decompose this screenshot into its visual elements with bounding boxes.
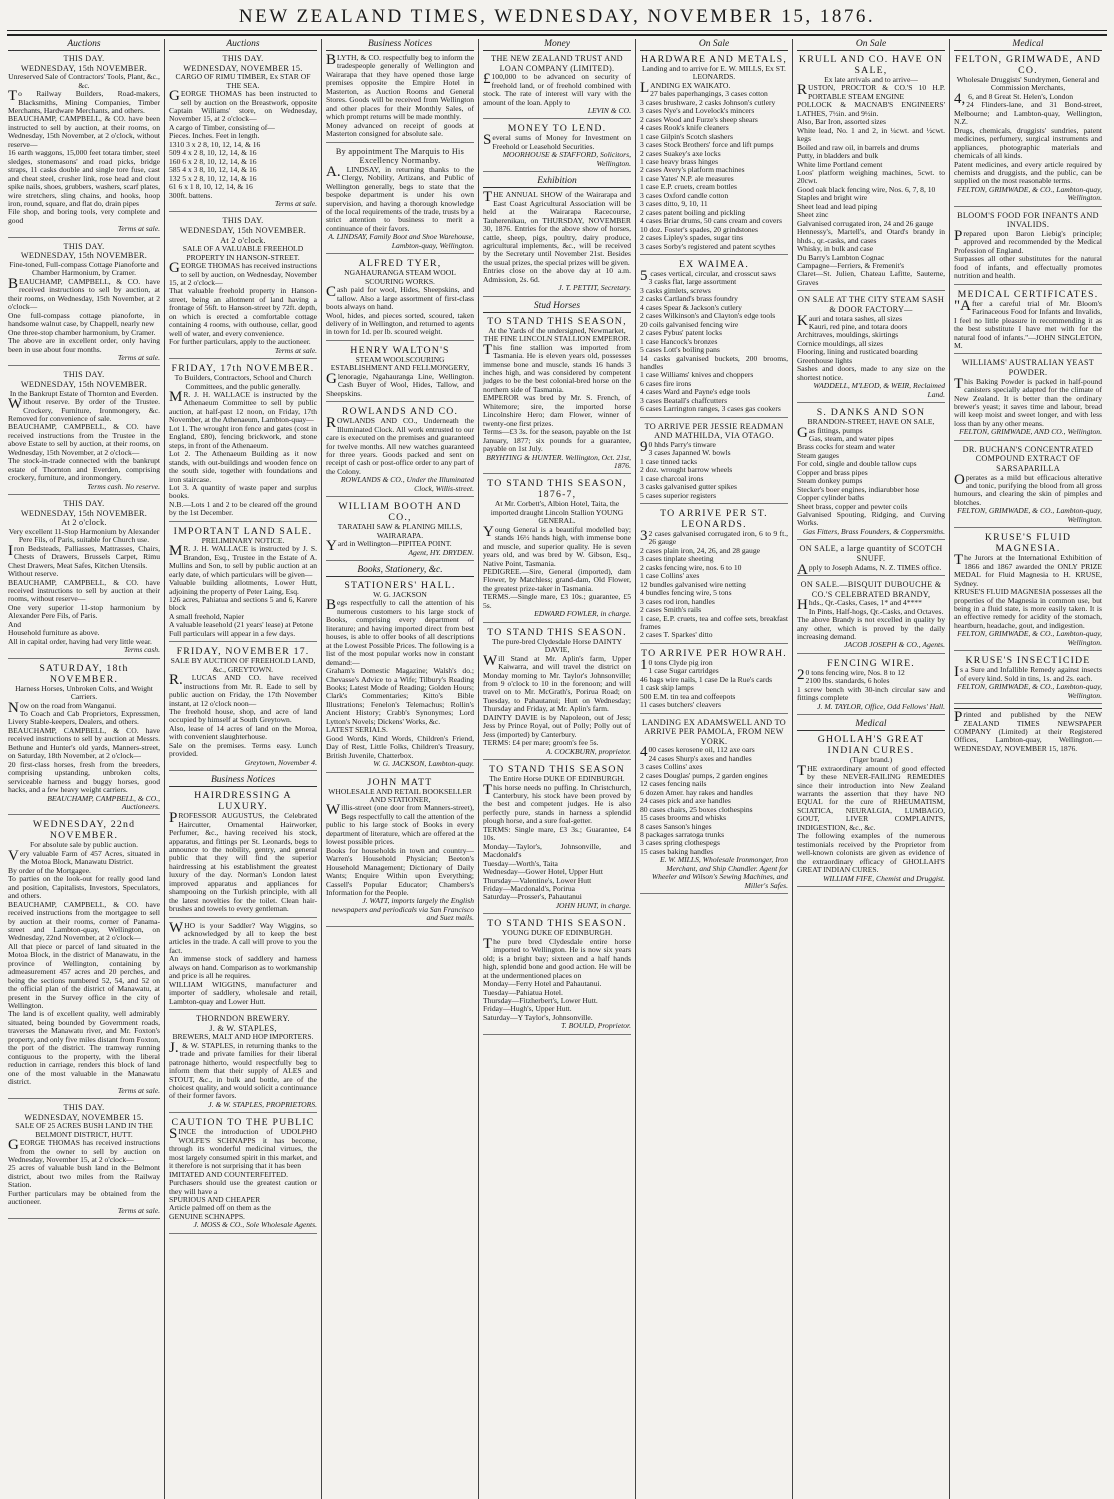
ad-signature: FELTON, GRIMWADE, & CO., Lambton-quay, Wellington.	[957, 506, 1104, 524]
advertisement	[8, 499, 160, 659]
ad-body: BLYTH, & CO. respectfully beg to inform the tradespeople generally of Wellington and Wairarapa that they have opened those large premises opposite the Empire Hotel in Masterton, as Auction Rooms and General Stores. Goods will be received from Wellington and other places for their Monthly Sales, of which prompt returns will be made monthly. Money advanced on receipt of goods at Masterton consigned for absolute sale.	[326, 52, 474, 139]
advertisement	[954, 54, 1105, 207]
ad-body: SINCE the introduction of UDOLPHO WOLFE'S SCHNAPPS it has become, through its wonderful medicinal virtues, the most largely consumed spirit in this market, and it therefore is not surprising that it has been IMITATED AND COUNTERFEITED. Purchasers should use the greatest caution or they will have a SPURIOUS AND CHEAPER Article palmed off on them as the GENUINE SCHNAPPS.	[169, 1126, 317, 1221]
ad-body: THE extraordinary amount of good effected by these NEVER-FAILING REMEDIES since their introduction into New Zealand warrants the assertion that they have NO EQUAL for the cure of RHEUMATISM, SCIATICA, NEURALGIA, LUMBAGO, GOUT, LIVER COMPLAINTS, INDIGESTION, &c., &c. The following examples of the numerous testimonials received by the Proprietor from well-known colonists are given as evidence of the extraordinary efficacy of GHOLLAH'S GREAT INDIAN CURES.	[797, 762, 945, 875]
ad-subheading: The Entire Horse DUKE OF EDINBURGH.	[489, 774, 625, 784]
ad-heading: WILLIAM BOOTH AND CO.,	[338, 501, 466, 524]
ad-subheading: Very excellent 11-Stop Harmonium by Alexander Pere Fils, of Paris, suitable for Church use.	[8, 526, 162, 545]
ad-body: Apply to Joseph Adams, N. Z. TIMES office.	[797, 561, 942, 578]
ad-body: 5 cases vertical, circular, and crosscut saws 3 casks flat, large assortment 3 casks gimlets, screws 2 casks Cartland's brass foundry 4 cases Spear & Jackson's cutlery 2 cases Wilkinson's and Clayton's edge tools 20 coils galvanised fencing wire 2 cases Pybus' patent locks 1 case Hancock's bronzes 5 cases Lott's boiling pans 14 casks galvanised buckets, 200 brooms, handles 1 case Williams' knives and choppers 6 cases fire irons 4 cases Ward and Payne's edge tools 3 cases Beatall's chaffcutters 6 cases Larrington ranges, 3 cases gas cookers	[640, 267, 788, 414]
ad-body: 4, 6, and 8 Great St. Helen's, London 24 Flinders-lane, and 31 Bond-street, Melbourne; and Lambton-quay, Wellington, N.Z. Drugs, chemicals, druggists' sundries, patent medicines, perfumery, surgical instruments and appliances, photographic materials and chemicals of all kinds. Patent medicines, and every article required by chemists and druggists, and the public, can be supplied on the most reasonable terms.	[954, 90, 1102, 186]
ad-body: GEORGE THOMAS has received instructions from the owner to sell by auction on Wednesday, November 15, at 2 o'clock— 25 acres of valuable bush land in the Belmont district, about two miles from the Railway Station. Further particulars may be obtained from the auctioneer.	[8, 1137, 160, 1207]
ad-heading: HAIRDRESSING A LUXURY.	[194, 790, 296, 813]
advertisement	[797, 658, 945, 715]
ad-heading: THIS DAY. WEDNESDAY, 15th NOVEMBER.	[20, 54, 148, 73]
ad-heading: ALFRED TYER,	[358, 258, 442, 270]
ad-heading: WEDNESDAY, 22nd NOVEMBER.	[32, 819, 139, 842]
ad-subheading: SALE BY AUCTION OF FREEHOLD LAND, &c., GREYTOWN.	[170, 656, 318, 674]
ad-subheading: W. G. JACKSON	[373, 590, 427, 600]
ad-body: RUSTON, PROCTOR & CO.'S 10 H.P. PORTABLE STEAM ENGINE POLLOCK & MACNAB'S ENGINEERS' LATHES, 7½in. and 9½in. Also, Bar Iron, assorted sizes White lead, No. 1 and 2, in ¼cwt. and ½cwt. kegs Boiled and raw oil, in barrels and drums Putty, in bladders and bulk White lime Portland cement Loos' platform weighing machines, 5cwt. to 20cwt. Good oak black fencing wire, Nos. 6, 7, 8, 10 Staples and bright wire Sheet lead and lead piping Sheet zinc Galvanised corrugated iron, 24 and 26 gauge Hennessy's, Martell's, and Otard's brandy in hhds., qr.-casks, and cases Whisky, in bulk and case Du Barry's Lambton Cognac Campagne—Ferriers, & Fremenit's Claret—St. Julien, Chateau Lafitte, Sauterne, Graves	[797, 82, 945, 287]
section-heading: Auctions	[169, 39, 317, 51]
section-heading: Medical	[954, 39, 1102, 51]
ad-body: THE ANNUAL SHOW of the Wairarapa and East Coast Agricultural Association will be held at the Wairarapa Racecourse, Tauherenikau, on THURSDAY, NOVEMBER 30, 1876. Entries for the above show of horses, cattle, sheep, pigs, poultry, dairy produce, agricultural implements, &c., will be received by the Secretary until November 21st. Besides the usual prizes, the special prizes will be given. Entries close on the above day at 10 a.m. Admission, 2s. 6d.	[483, 189, 631, 284]
ad-heading: MEDICAL CERTIFICATES.	[957, 288, 1099, 300]
ad-signature: Greytown, November 4.	[244, 757, 317, 767]
ad-subheading: To Builders, Contractors, School and Church Committees, and the public generally.	[174, 373, 314, 391]
column-1	[7, 39, 164, 1499]
section-heading: Business Notices	[169, 775, 317, 787]
ad-subheading: NGAHAURANGA STEAM WOOL SCOURING WORKS.	[344, 268, 458, 286]
column-3	[321, 39, 478, 1499]
ad-signature: J. WATT, imports largely the English newspapers and periodicals via San Francisco and Suez mails.	[331, 896, 476, 923]
ad-signature: FELTON, GRIMWADE, & CO., Lambton-quay, Wellington.	[957, 682, 1104, 700]
ad-subheading: Ex late arrivals and to arrive—	[824, 75, 918, 84]
ad-signature: A. LINDSAY, Family Boot and Shoe Warehouse, Lambton-quay, Wellington.	[328, 232, 476, 250]
ad-signature: Terms at sale.	[117, 352, 160, 362]
ad-body: R. LUCAS AND CO. have received instructions from Mr. R. Eade to sell by public auction on Friday, the 17th November instant, at 12 o'clock noon— The freehold house, shop, and acre of land occupied by himself at South Greytown. Also, lease of 14 acres of land on the Moroa, with convenient slaughterhouse. Sale on the premises. Terms easy. Lunch provided.	[169, 672, 317, 759]
advertisement	[954, 532, 1102, 651]
ad-signature: T. BOULD, Proprietor.	[561, 1021, 631, 1031]
ad-signature: Terms at sale.	[117, 224, 160, 234]
advertisement	[169, 919, 317, 1011]
ad-signature: Gas Fitters, Brass Founders, & Coppersmiths.	[802, 526, 945, 536]
advertisement	[483, 316, 631, 475]
ad-subheading: WHOLESALE AND RETAIL BOOKSELLER AND STATIONER,	[328, 786, 474, 804]
ad-subheading: Landing and to arrive for E. W. MILLS, Ex ST. LEONARDS.	[642, 64, 788, 82]
ad-body: Young General is a beautiful modelled bay; stands 16½ hands high, with immense bone and muscle, and superior quality. He is seven years old, and was bred by W. Gibson, Esq., Native Point, Tasmania. PEDIGREE.—Sire, General (imported), dam Flower, by Matchless; grand-dam, Old Flower, the greatest prize-taker in Tasmania. TERMS.—Single mare, £3 10s.; guarantee, £5 5s.	[483, 523, 631, 610]
advertisement	[326, 406, 474, 497]
ad-body: LANDING EX WAIKATO. 27 bales paperhangings, 3 cases cotton 3 cases brushware, 2 casks Johnson's cutlery 3 cases Nye's and Lovelock's mincers 2 cases Wood and Furze's sheep shears 4 cases Rook's knife cleaners 1 case Gilpin's Scotch slashers 3 cases Stock Brothers' force and lift pumps 2 cases Suakey's axe locks 1 case heavy brass hinges 2 cases Avery's platform machines 1 case Yates' N.P. ale measures 1 case E.P. cruets, cream bottles 3 cases Oxford candle cotton 3 cases ditto, 9, 10, 11 2 cases patent boiling and pickling 4 cases Briar drums, 50 cans cream and covers 10 doz. Foster's spades, 20 grindstones 2 cases Lipley's spades, sugar tins 3 cases Sorby's registered and patent scythes	[640, 79, 782, 251]
ad-heading: LANDING EX ADAMSWELL AND TO ARRIVE PER PAMOLA, FROM NEW YORK.	[642, 717, 788, 746]
ad-heading: TO ARRIVE PER HOWRAH.	[641, 647, 787, 659]
ad-body: Is a Sure and Infallible Remedy against insects of every kind. Sold in tins, 1s. and 2s. each.	[954, 664, 1104, 683]
ad-signature: J. & W. STAPLES, PROPRIETORS.	[208, 1099, 317, 1109]
ad-body: 10 tons Clyde pig iron 1 case Sugar cartridges 46 bags wire nails, 1 case De la Rue's cards 1 cask skip lamps 500 E.M. tin tea and coffeepots 11 cases butchers' cleavers	[640, 656, 773, 710]
ad-signature: FELTON, GRIMWADE, & CO., Lambton-quay, Wellington.	[957, 629, 1104, 647]
section-heading: Exhibition	[483, 176, 631, 188]
ad-signature: MOORHOUSE & STAFFORD, Solicitors, Wellington.	[502, 150, 633, 168]
ad-heading: TO STAND THIS SEASON	[489, 764, 625, 776]
advertisement	[797, 580, 945, 654]
ad-body: WHO is your Saddler? Way Wiggins, so acknowledged by all to keep the best articles in the trade. A call will prove to you the fact. An immense stock of saddlery and harness always on hand. Comparison as to workmanship and price is all he requires. WILLIAM WIGGINS, manufacturer and importer of saddlery, wholesale and retail, Lambton-quay and Lower Hutt.	[169, 919, 317, 1006]
ad-heading: TO STAND THIS SEASON,	[487, 315, 627, 327]
ad-subheading: STEAM WOOLSCOURING ESTABLISHMENT AND FELLMONGERY,	[330, 354, 470, 373]
advertisement	[326, 258, 474, 341]
ad-signature: J. MOSS & CO., Sole Wholesale Agents.	[193, 1220, 317, 1230]
ad-signature: Terms at sale.	[274, 345, 317, 355]
ad-body: MR. J. H. WALLACE is instructed by the Athenaeum Committee to sell by public auction, at half-past 12 noon, on Friday, 17th November, at the Athenaeum, Lambton-quay— Lot 1. The wrought iron fence and gates (cost in England, £80), fencing brickwork, and stone steps, in front of the Athenaeum. Lot 2. The Athenaeum Building as it now stands, with out-buildings and wooden fence on the south side, together with foundations and iron staircase. Lot 3. A quantity of waste paper and surplus books. N.B.—Lots 1 and 2 to be cleared off the ground by the 1st December.	[169, 389, 317, 518]
ad-body: Several sums of Money for Investment on Freehold or Leasehold Securities.	[483, 132, 633, 151]
ad-heading: KRULL AND CO. HAVE ON SALE,	[798, 54, 947, 76]
section-heading: Business Notices	[326, 39, 474, 51]
ad-heading: FRIDAY, 17th NOVEMBER.	[171, 363, 315, 375]
column-5	[635, 39, 792, 1499]
ad-heading: By appointment The Marquis to His Excellency Normanby.	[335, 146, 467, 166]
ad-subheading: At Mr. Corbett's, Albion Hotel, Taita, the imported draught Lincoln Stallion YOUNG GENERAL.	[490, 499, 626, 526]
ad-body: PROFESSOR AUGUSTUS, the Celebrated Haircutter, Ornamental Hairworker, Perfumer, &c., having received his stock, apparatus, and fittings per St. Leonards, begs to announce to the nobility, gentry, and general public that they will find the superior hairdressing at his establishment the greatest luxury of the day. Norman's London latest improved apparatus and appliances for shampooing on the Turkish principle, with all the latest novelties for the toilet. Clean hair-brushes and towels to every gentleman.	[169, 810, 319, 914]
ad-heading: TO STAND THIS SEASON.	[487, 918, 627, 930]
ad-signature: WILLIAM FIFE, Chemist and Druggist.	[823, 873, 945, 883]
ad-body: Willis-street (one door from Manners-street), Begs respectfully to call the attention of the public to his large stock of Books in every department of literature, which are offered at the lowest possible prices. Books for households in town and country—Warren's Household Physician; Beeton's Household Management; Dictionary of Daily Wants; Enquire Within upon Everything; Cassell's Popular Educator; Chambers's Information for the People.	[326, 802, 474, 897]
ad-body: GEORGE THOMAS has received instructions to sell by auction, on Wednesday, November 15, at 2 o'clock— That valuable freehold property in Hanson-street, being an allotment of land having a frontage of 56ft. to Hanson-street by 72ft. depth, on which is erected a comfortable cottage containing 4 rooms, with outhouse, cellar, good well of water, and every convenience. For further particulars, apply to the auctioneer.	[169, 260, 317, 347]
ad-body: To Railway Builders, Road-makers, Blacksmiths, Mining Companies, Timber Merchants, Hardware Merchants, and others. BEAUCHAMP, CAMPBELL, & CO. have been instructed to sell by auction, at their rooms, on Wednesday, 15th November, at 2 o'clock, without reserve— 16 earth waggons, 15,000 feet totara timber, steel sledges, stonemasons' and road picks, bridge straps, 11 casks double and single tore fuse, cast and cheat steel, crusher link, rose head and clout spike nails, shoes, grubbers, washers, scarf plates, wire stretchers, sling chains, and hooks, hoop iron, round, square, and flat do, drain pipes File shop, and boring tools, very complete and good	[8, 88, 160, 225]
advertisement	[169, 1014, 317, 1113]
ad-heading: BLOOM'S FOOD FOR INFANTS AND INVALIDS.	[957, 210, 1102, 230]
ad-subheading: At the Yards of the undersigned, Newmarket, THE FINE LINCOLN STALLION EMPEROR.	[483, 325, 631, 344]
ad-body: Without reserve. By order of the Trustee. Crockery, Furniture, Ironmongery, &c. Removed for convenience of sale. BEAUCHAMP, CAMPBELL, & CO. have received instructions from the Trustee in the above Estate to sell by auction, at their rooms, on Wednesday, 15th November, at 2 o'clock— The stock-in-trade connected with the bankrupt estate of Thornton and Everden, comprising crockery, furniture, and ironmongery.	[8, 396, 160, 483]
ad-body: Prepared upon Baron Liebig's principle; approved and recommended by the Medical Profession of England. Surpasses all other substitutes for the natural food of infants, and effectually promotes nutrition and health.	[954, 227, 1102, 281]
ad-signature: J. M. TAYLOR, Office, Odd Fellows' Hall.	[817, 701, 945, 711]
ad-heading: THIS DAY. WEDNESDAY, 15th NOVEMBER.	[20, 370, 148, 390]
imprint-rule	[954, 708, 1102, 709]
ad-body: 20 tons fencing wire, Nos. 8 to 12 2100 lbs. standards, 6 holes 1 screw bench with 30-inch circular saw and fittings complete	[797, 666, 945, 703]
ad-heading: KRUSE'S FLUID MAGNESIA.	[984, 532, 1075, 555]
ad-body: Very valuable Farm of 457 Acres, situated in the Motoa Block, Manawatu District. By order of the Mortgagee. To parties on the look-out for really good land and position, Capitalists, Investors, Speculators, and others. BEAUCHAMP, CAMPBELL, & CO. have received instructions from the mortgagee to sell by auction at their rooms, corner of Panama-street and Lambton-quay, Wellington, on Wednesday, 22nd November, at 2 o'clock— All that piece or parcel of land situated in the Motoa Block, in the district of Manawatu, in the province of Wellington, containing by admeasurement 457 acres and 20 perches, and being the sections numbered 52, 54, and 52 on the official plan of the district of Manawatu, at present in the Survey office in the city of Wellington. The land is of excellent quality, well admirably situated, being bounded by Government roads, traverses the Manawatu river, and Mr. Foxton's property, and only five miles distant from Foxton, the port of the district. The tramway running contiguous to the property, with the liberal reduction in carriage, renders this block of land one of the most valuable in the Manawatu district.	[8, 847, 160, 1087]
ad-body: The Jurors at the International Exhibition of 1866 and 1867 awarded the ONLY PRIZE MEDAL for Fluid Magnesia to H. KRUSE, Sydney. KRUSE'S FLUID MAGNESIA possesses all the properties of the Magnesia in common use, but being in a fluid state, is more easily taken. It is an effective remedy for acidity of the stomach, heartburn, headache, gout, and indigestion.	[954, 552, 1102, 630]
ad-heading: FENCING WIRE.	[827, 657, 915, 669]
column-7	[949, 39, 1106, 1499]
ad-heading: ROWLANDS AND CO.	[341, 406, 459, 418]
advertisement	[797, 54, 945, 291]
ad-body: 32 cases galvanised corrugated iron, 6 to 9 ft., 26 gauge 2 cases plain iron, 24, 26, and 28 gauge 3 cases tinplate sheeting 2 casks fencing wire, nos. 6 to 10 1 case Collins' axes 12 bundles galvanised wire netting 4 bundles fencing wire, 5 tons 3 cases rod iron, handles 2 cases Smith's rails 1 case, E.P. cruets, tea and coffee sets, breakfast frames 2 cases T. Sparkes' ditto	[640, 528, 788, 640]
ad-subheading: The pure-bred Clydesdale Horse DAINTY DAVIE,	[492, 636, 624, 655]
ad-heading: S. DANKS AND SON	[816, 407, 926, 419]
advertisement	[8, 819, 160, 1099]
ad-signature: Terms at sale.	[117, 1205, 160, 1215]
ad-body: Iron Bedsteads, Palliasses, Mattrasses, Chairs, Chests of Drawers, Brussels Carpet, Rimu Chest Drawers, Meat Safes, Kitchen Utensils. Without reserve. BEAUCHAMP, CAMPBELL, & CO. have received instructions to sell by auction at their rooms, without reserve— One very superior 11-stop harmonium by Alexander Pere Fils, of Paris. And Household furniture as above. All in capital order, having had very little wear.	[8, 542, 160, 646]
ad-body: J. & W. STAPLES, in returning thanks to the trade and private families for their liberal patronage hitherto, would respectfully beg to inform them that their supply of ALES and STOUT, &c., in bulk and bottle, are of the choicest quality, and would solicit a continuance of their former favors.	[169, 1039, 319, 1101]
advertisement	[483, 627, 631, 760]
column-2	[164, 39, 321, 1499]
ad-heading: THIS DAY. WEDNESDAY, 15th NOVEMBER. At 2 o'clock.	[179, 216, 307, 245]
ad-signature: J. T. PETTIT, Secretary.	[558, 283, 631, 293]
advertisement	[640, 422, 788, 504]
ad-heading: DR. BUCHAN'S CONCENTRATED COMPOUND EXTRACT OF SARSAPARILLA	[962, 444, 1096, 473]
advertisement	[483, 764, 631, 914]
ad-signature: WADDELL, M'LEOD, & WEIR, Reclaimed Land.	[813, 381, 947, 399]
advertisement	[169, 363, 317, 522]
ad-body: ROWLANDS AND CO., Underneath the Illuminated Clock. All work entrusted to our care is executed on the premises and guaranteed for twelve months. All new watches guaranteed for three years. Goods packed and sent on receipt of cash or post-office order to any part of the Colony.	[326, 415, 476, 476]
section-heading: Auctions	[8, 39, 160, 51]
ad-body: This fine stallion was imported from Tasmania. He is eleven years old, possesses immense bone and muscle, stands 16 hands 3 inches high, and was considered by competent judges to be the best colonial-bred horse on the northern side of Tasmania. EMPEROR was bred by Mr. S. French, of Whitemore; sire, the imported horse Lincolnshire Hero; dam Flower, winner of twenty-one first prizes. Terms—£3 3s. for the season, payable on the 1st January, 1877; six pounds for a guarantee, payable on 1st July.	[483, 341, 631, 454]
ad-subheading: (Tiger brand.)	[849, 755, 893, 765]
ad-heading: TO ARRIVE PER JESSIE READMAN AND MATHILDA, VIA OTAGO.	[644, 421, 786, 441]
ad-body: "After a careful trial of Mr. Bloom's Farinaceous Food for Infants and Invalids, I feel no little pleasure in recommending it as the best substitute I have met with for the natural food of infants."—JOHN SINGLETON, M.	[954, 297, 1104, 350]
column-6	[792, 39, 949, 1499]
section-heading: Money	[483, 39, 631, 51]
advertisement	[483, 123, 631, 172]
ad-body: Begs respectfully to call the attention of his numerous customers to his large stock of Books, comprising every department of literature; and having imported direct from best houses, is able to offer books of all descriptions at the Lowest Possible Prices. The following is a list of the most popular works now in constant demand:— Graham's Domestic Magazine; Walsh's do.; Chevasse's Advice to a Wife; Tilbury's Reading Books; Latest Mode of Reading; Golden Hours; Clark's Commentaries; Kitto's Bible Illustrations; Fenelon's Telemachus; Rollin's Ancient History; Crabb's Synonymes; Lord Lytton's Novels; Dickens' Works, &c. LATEST SERIALS. Good Words, Kind Words, Children's Friend, Day of Rest, Little Folks, Children's Treasury, British Juvenile, Chatterbox.	[326, 597, 474, 760]
ad-subheading: BREWERS, MALT AND HOP IMPORTERS.	[172, 1032, 314, 1042]
ad-signature: Terms at sale.	[274, 198, 317, 208]
advertisement	[169, 216, 317, 359]
ad-heading: SATURDAY, 18th NOVEMBER.	[39, 662, 133, 685]
ad-heading: HENRY WALTON'S	[350, 344, 450, 356]
ad-heading: HARDWARE AND METALS,	[641, 54, 787, 65]
advertisement	[169, 54, 317, 212]
ad-signature: Agent, HY. DRYDEN.	[408, 547, 474, 557]
ad-subheading: SALE OF 25 ACRES BUSH LAND IN THE BELMONT DISTRICT, HUTT.	[15, 1121, 155, 1139]
advertisement	[326, 345, 474, 402]
ad-body: Operates as a mild but efficacious alterative and tonic, purifying the blood from all gross humours, and clearing the skin of pimples and blotches.	[954, 471, 1104, 507]
ad-body: Will Stand at Mr. Aplin's farm, Upper Kaiwarra, and will travel the district on Monday morning to Mr. Taylor's Johnsonville; from 9 o'clock to 10 in the forenoon; and will travel on to Mr. McGrath's, Porirua Road; on Tuesday, to Pahautanui; Hutt on Wednesday; Thursday and Friday, at Mr. Aplin's farm. DAINTY DAVIE is by Napoleon, out of Jess; Jess by Prince Royal, out of Polly; Polly out of Jess (imported) by Canterbury. TERMS: £4 per mare; groom's fee 5s.	[483, 652, 631, 748]
advertisement	[483, 918, 631, 1034]
advertisement	[640, 54, 788, 255]
ad-body: The pure bred Clydesdale entire horse imported to Wellington. He is now six years old; is a bright bay; sixteen and a half hands high, splendid bone and good action. He will be at the undermentioned places on Monday—Ferry Hotel and Pahautanui. Tuesday—Pahiatua Hotel. Thursday—Fitzherbert's, Lower Hutt. Friday—Hugh's, Upper Hutt. Saturday—Y Taylor's, Johnsonville.	[483, 935, 631, 1022]
ad-subheading: PRELIMINARY NOTICE.	[201, 535, 285, 545]
ad-body: Yard in Wellington—PIPITEA POINT.	[326, 538, 452, 555]
ad-signature: ROWLANDS & CO., Under the Illuminated Clock, Willis-street.	[340, 475, 476, 493]
ad-body: BEAUCHAMP, CAMPBELL, & CO. have received instructions to sell by auction, at their rooms, on Wednesday, 15th November, at 2 o'clock— One full-compass cottage pianoforte, in handsome walnut case, by Chappell, nearly new One three-stop chamber harmonium, by Cramer. The above are in excellent order, only having been in use about four months.	[8, 275, 160, 354]
ad-body: MR. J. H. WALLACE is instructed by J. S. Brandon, Esq., Trustee in the Estate of A. Mullins and Son, to sell by public auction at an early date, of which particulars will be given— Valuable building allotments, Lower Hutt, adjoining the property of Peter Laing, Esq. 126 acres, Pahiatua and sections 5 and 6, Karere block A small freehold, Napier A valuable leasehold (21 years' lease) at Petone Full particulars will appear in a few days.	[169, 543, 317, 638]
advertisement	[640, 259, 788, 418]
advertisement	[8, 54, 160, 238]
ad-body: Kauri and totara sashes, all sizes Kauri, red pine, and totara doors Architraves, mouldings, skirtings Cornice mouldings, all sizes Flooring, lining and rusticated boarding Greenhouse lights Sashes and doors, made to any size on the shortest notice.	[797, 312, 945, 382]
ad-heading: TO STAND THIS SEASON.	[487, 626, 627, 638]
ad-heading: KRUSE'S INSECTICIDE	[965, 655, 1091, 667]
ad-body: Glenoragie, Ngahauranga Line, Wellington. Cash Buyer of Wool, Hides, Tallow, and Sheepskins.	[326, 370, 476, 398]
ad-subheading: Wholesale Druggists' Sundrymen, General and Commission Merchants,	[956, 75, 1102, 93]
advertisement	[797, 734, 945, 887]
ad-signature: BEAUCHAMP, CAMPBELL, & CO., Auctioneers.	[47, 793, 162, 811]
ad-signature: Terms cash. No reserve.	[87, 481, 160, 491]
advertisement	[169, 526, 317, 642]
advertisement	[640, 718, 788, 894]
ad-subheading: Unreserved Sale of Contractors' Tools, Plant, &c., &c.	[8, 72, 162, 90]
advertisement	[640, 508, 788, 644]
ad-heading: IMPORTANT LAND SALE.	[173, 525, 313, 537]
ad-heading: ON SALE, a large quantity of SCOTCH SNUFF.	[799, 544, 945, 563]
advertisement	[169, 646, 317, 771]
ad-body: Gas fittings, pumps Gas, steam, and water pipes Brass cocks for steam and water Steam gauges For cold, single and double tallow cups Copper and brass pipes Steam donkey pumps Stecker's boer engines, indiarubber hose Copper cylinder baths Sheet brass, copper and pewter coils Galvanised Spouting, Ridging, and Curving Works.	[797, 424, 945, 528]
advertisement	[954, 358, 1102, 440]
advertisement	[169, 1117, 317, 1233]
ad-subheading: Harness Horses, Unbroken Colts, and Weight Carriers.	[15, 683, 155, 702]
ad-heading: JOHN MATT	[367, 776, 433, 788]
section-heading: On Sale	[640, 39, 788, 51]
ad-heading: CAUTION TO THE PUBLIC	[171, 1117, 315, 1129]
ad-signature: W. G. JACKSON, Lambton-quay.	[373, 759, 474, 769]
ad-heading: TO ARRIVE PER ST. LEONARDS.	[660, 508, 772, 531]
ad-body: Now on the road from Wanganui. To Coach and Cab Proprietors, Expressmen, Livery Stable-keepers, Dealers, and others. BEAUCHAMP, CAMPBELL, & CO. have received instructions to sell by auction at Messrs. Bethune and Hunter's old yards, Manners-street, on Saturday, 18th November, at 2 o'clock— 20 first-class horses, fresh from the breeders, comprising upstanding, unbroken colts, serviceable harness and buggy horses, good hacks, and a few heavy weight carriers.	[8, 699, 160, 795]
section-heading: Stud Horses	[483, 301, 631, 313]
advertisement	[954, 445, 1102, 529]
advertisement	[8, 370, 160, 495]
section-heading: On Sale	[797, 39, 945, 51]
ad-signature: BRYHTING & HUNTER. Wellington, Oct. 21st, 1876.	[486, 452, 633, 470]
ad-heading: GHOLLAH'S GREAT INDIAN CURES.	[817, 734, 928, 757]
advertisement	[326, 147, 474, 255]
column-4	[478, 39, 635, 1499]
ad-subheading: YOUNG DUKE OF EDINBURGH.	[501, 928, 613, 938]
advertisement	[797, 407, 945, 540]
ad-body: 90 hhds Parry's tinware 3 cases Japanned W. bowls 1 case tinned tacks 2 doz. wrought barrow wheels 1 case charcoal irons 3 casks galvanised gutter spikes 5 cases superior registers	[640, 438, 738, 500]
ad-heading: STATIONERS' HALL.	[344, 580, 456, 592]
imprint: Printed and published by the NEW ZEALAND TIMES NEWSPAPER COMPANY (Limited) at their Registered Offices, Lambton-quay, Wellington.—WEDNESDAY, NOVEMBER 15, 1876.	[954, 709, 1104, 753]
advertisement	[326, 501, 474, 561]
ad-heading: THE NEW ZEALAND TRUST AND LOAN COMPANY (LIMITED).	[491, 54, 626, 73]
ad-heading: TO STAND THIS SEASON, 1876-7,	[487, 478, 631, 501]
ad-heading: FELTON, GRIMWADE, AND CO.	[954, 54, 1105, 76]
ad-signature: Terms at sale.	[117, 1085, 160, 1095]
ad-signature: JOHN HUNT, in charge.	[555, 900, 631, 910]
ad-body: This horse needs no puffing. In Christchurch, Canterbury, his stock have been proved by the best and competent judges. He is also perfectly pure, stands in harness a splendid plough horse, and a sure foal-getter. TERMS: Single mare, £3 3s.; Guarantee, £4 10s. Monday—Taylor's, Johnsonville, and Macdonald's Tuesday—Worth's, Taita Wednesday—Gower Hotel, Upper Hutt Thursday—Valentine's, Lower Hutt Friday—Macdonald's, Porirua Saturday—Prosser's, Pahautanui	[483, 781, 631, 902]
ad-signature: FELTON, GRIMWADE, AND CO., Wellington.	[959, 427, 1102, 437]
ad-body: This Baking Powder is packed in half-pound canisters specially adapted for the climate of New Zealand. It is better than the ordinary brewer's yeast; it saves time and labour, bread will keep moist and sweet longer, and with less loss than by any other means.	[954, 375, 1104, 428]
ad-signature: LEVIN & CO.	[587, 106, 631, 115]
ad-signature: A. COCKBURN, proprietor.	[545, 746, 631, 756]
advertisement	[483, 191, 631, 296]
ad-heading: THIS DAY. WEDNESDAY, 15th NOVEMBER. At 2 o'clock.	[20, 499, 148, 528]
ad-subheading: TARATAHI SAW & PLANING MILLS, WAIRARAPA.	[337, 522, 464, 540]
section-heading: Books, Stationery, &c.	[326, 565, 474, 577]
advertisement	[326, 580, 474, 773]
advertisement	[797, 544, 945, 576]
advertisement	[483, 478, 631, 622]
advertisement	[326, 54, 474, 143]
advertisement	[326, 777, 474, 927]
ad-heading: MONEY TO LEND.	[507, 123, 607, 135]
ad-subheading: For absolute sale by public auction.	[30, 840, 138, 850]
advertisement	[954, 211, 1102, 285]
ad-heading: EX WAIMEA.	[678, 258, 750, 270]
ad-heading: THORNDON BREWERY. J. & W. STAPLES,	[196, 1014, 290, 1033]
columns-container	[7, 39, 1107, 1499]
ad-body: £100,000 to be advanced on security of freehold land, or of freehold combined with stock. The rate of interest will vary with the amount of the loan. Apply to	[483, 71, 633, 107]
masthead: NEW ZEALAND TIMES, WEDNESDAY, NOVEMBER 15, 1876.	[7, 6, 1107, 31]
ad-heading: THIS DAY. WEDNESDAY, NOVEMBER 15.	[24, 1103, 144, 1122]
advertisement	[797, 295, 945, 403]
ad-body: A. LINDSAY, in returning thanks to the Clergy, Nobility, Artizans, and Public of Wellington generally, begs to state that the bespoke department is under his own supervision, and having a thorough knowledge of the local requirements of the trade, trusts by a strict attention to business to merit a continuance of their favors.	[326, 163, 476, 233]
advertisement	[8, 663, 160, 816]
ad-subheading: CARGO OF RIMU TIMBER, Ex STAR OF THE SEA.	[175, 72, 313, 90]
ad-heading: THIS DAY. WEDNESDAY, NOVEMBER 15.	[183, 54, 303, 73]
advertisement	[8, 1103, 160, 1219]
ad-subheading: Fine-toned, Full-compass Cottage Pianoforte and Chamber Harmonium, by Cramer.	[9, 259, 161, 278]
advertisement	[169, 790, 317, 917]
ad-body: 400 cases kerosene oil, 112 axe oars 24 cases Shurp's axes and handles 3 cases Collins' axes 2 cases Douglas' pumps, 2 garden engines 12 cases fencing nails 6 dozen Amer. hay rakes and handles 24 cases pick and axe handles 80 cases chairs, 25 boxes clothespins 15 cases brooms and whisks 8 cases Sanson's hinges 8 packages sarratoga trunks 3 cases spring clothespegs 15 cases baking handles	[640, 744, 768, 856]
ad-subheading: In the Bankrupt Estate of Thornton and Everden.	[9, 388, 159, 398]
ad-signature: EDWARD FOWLER, in charge.	[534, 609, 631, 619]
ad-body: Cash paid for wool, Hides, Sheepskins, and tallow. Also a large assortment of first-class boots always on hand. Wool, hides, and pieces sorted, scoured, taken delivery of in Wellington, and returned to agents in town for 1d. per lb. scoured weight.	[326, 284, 474, 337]
ad-heading: ON SALE.—BISQUIT DUBOUCHE & CO.'S CELEBRATED BRANDY,	[800, 580, 944, 599]
section-heading: Medical	[797, 719, 945, 731]
ad-heading: FRIDAY, NOVEMBER 17.	[176, 646, 310, 658]
advertisement	[640, 648, 788, 714]
ad-signature: JACOB JOSEPH & CO., Agents.	[844, 640, 945, 650]
ad-body: Hhds., Qr.-Casks, Cases, 1* and 4**** In Pints, Half-hogs, Qr.-Casks, and Octaves. The above Brandy is not excelled in quality by any other, which is proved by the daily increasing demand.	[797, 597, 945, 642]
ad-subheading: BRANDON-STREET, HAVE ON SALE,	[807, 417, 935, 427]
ad-heading: WILLIAMS' AUSTRALIAN YEAST POWDER.	[961, 358, 1097, 378]
advertisement	[483, 54, 631, 119]
advertisement	[954, 289, 1102, 355]
ad-signature: E. W. MILLS, Wholesale Ironmonger, Iron Merchant, and Ship Chandler. Agent for Wheeler and Wilson's Sewing Machines, and Miller's Safes.	[651, 855, 790, 890]
ad-signature: FELTON, GRIMWADE, & CO., Lambton-quay, Wellington.	[957, 184, 1104, 203]
ad-subheading: SALE OF A VALUABLE FREEHOLD PROPERTY IN HANSON-STREET.	[182, 244, 306, 262]
ad-signature: Terms cash.	[123, 645, 160, 655]
ad-heading: ON SALE AT THE CITY STEAM SASH & DOOR FACTORY—	[797, 295, 947, 314]
advertisement	[8, 242, 160, 367]
ad-heading: THIS DAY. WEDNESDAY, 15th NOVEMBER.	[20, 241, 148, 261]
masthead-rule	[7, 33, 1107, 36]
ad-body: GEORGE THOMAS has been instructed to sell by auction on the Breastwork, opposite Captain Williams' store, on Wednesday, November 15, at 2 o'clock— A cargo of Timber, consisting of— Pieces. Inches. Feet in length. 1310 3 x 2 8, 10, 12, 14, & 16 509 4 x 2 8, 10, 12, 14, & 16 160 6 x 2 8, 10, 12, 14, & 16 585 4 x 3 8, 10, 12, 14, & 16 132 5 x 2 8, 10, 12, 14, & 16 61 6 x 1 8, 10, 12, 14, & 16 300ft. battens.	[169, 88, 317, 200]
advertisement	[954, 655, 1102, 704]
